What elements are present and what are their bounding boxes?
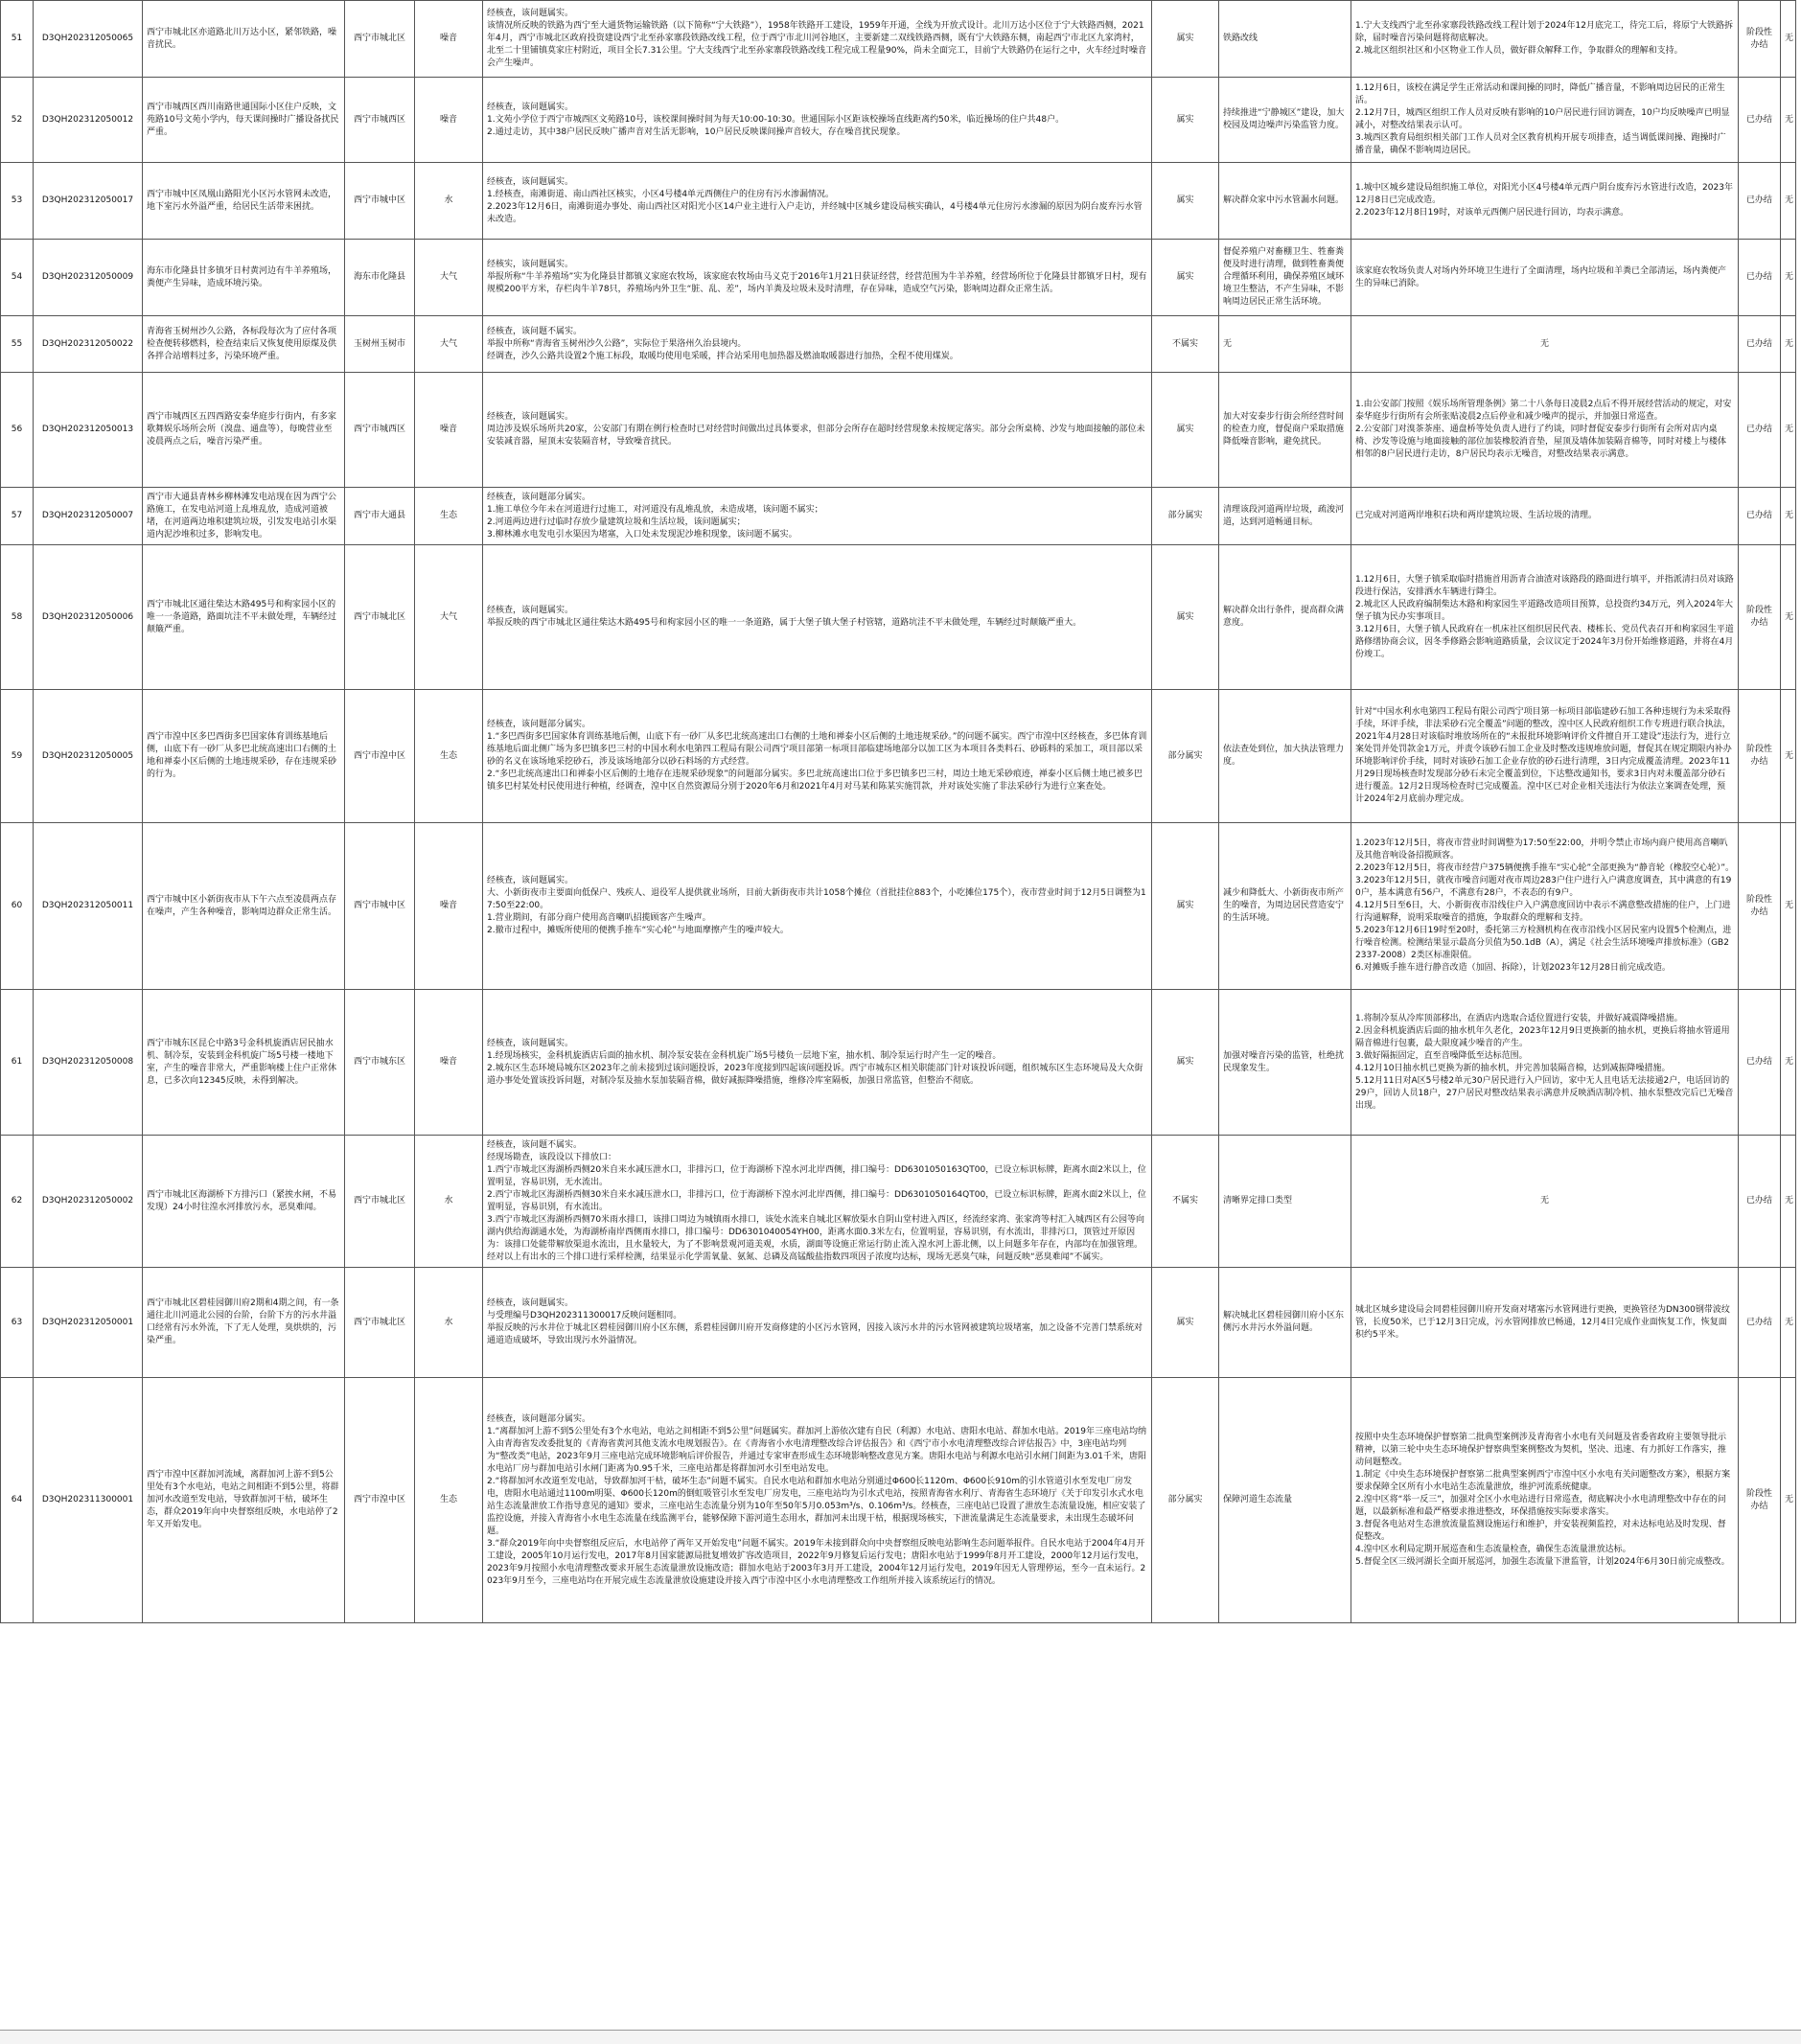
row-number: 54 bbox=[1, 240, 34, 316]
result-paragraph: 2.公安部门对溴茶茶座、通盘桥等处负责人进行了约谈，同时督促安泰步行街所有会所对店内桌椅、沙发等设施与地面接触的部位加装橡胶消音垫，屋顶及墙体加装隔音棉等，同时对楼上与楼体相邻的8户居民进行走访，8户居民均表示无噪音，对整改结果表示满意。 bbox=[1355, 425, 1727, 459]
investigation-finding bbox=[483, 1136, 1152, 1268]
rectification-goal: 解决城北区碧桂园御川府小区东侧污水井污水外溢问题。 bbox=[1219, 1268, 1351, 1378]
pollution-category: 噪音 bbox=[415, 990, 483, 1136]
result-paragraph: 3.12月6日，大堡子镇人民政府在一机床社区组织居民代表、楼栋长、党员代表召开和枸家园生平道路修缮协商会议，因冬季修路会影响道路质量，会议议定于2024年3月份开始维修道路，并将在4月份竣工。 bbox=[1355, 624, 1734, 659]
row-number: 60 bbox=[1, 823, 34, 990]
case-id: D3QH202312050008 bbox=[34, 990, 143, 1136]
case-status: 阶段性办结 bbox=[1739, 1378, 1781, 1623]
finding-paragraph: 2.“将群加河水改道至发电站，导致群加河干枯，破坏生态”问题不属实。自民水电站和群加水电站分别通过Φ600长1120m、Φ600长910m的引水管道引水至发电厂房发电，唐阳水电站通过1100m明渠、Φ600长120m的倒虹吸管引水至发电厂房发电，三座电站均为引水式电站，按照青海省水利厅、青海省生态环境厅《关于印发引水式水电站生态流量泄放工作指导意见的通知》要求，三座电站生态流量分别为10年至50年5月0.053m³/s、0.106m³/s。经核查，三座电站已设置了泄放生态流量设施，相应安装了监控设施，并接入青海省小水电生态流量在线监测平台，能够保障下游河道生态用水，群加河未出现干枯，根据现场核实，下泄流量满足生态流量要求，未出现生态破坏问题。 bbox=[487, 1476, 1146, 1536]
complaint-text: 青海省玉树州沙久公路，各标段每次为了应付各项检查便转移燃料，检查结束后又恢复使用原煤及供各拌合站增料过多，污染环境严重。 bbox=[143, 316, 345, 373]
region: 西宁市城北区 bbox=[345, 1136, 415, 1268]
case-id: D3QH202312050065 bbox=[34, 1, 143, 78]
handling-result bbox=[1351, 1268, 1739, 1378]
table-row bbox=[1, 316, 1796, 373]
handling-result bbox=[1351, 545, 1739, 690]
finding-paragraph: 经核查，该问题属实。 bbox=[487, 412, 574, 422]
result-paragraph: 无 bbox=[1539, 1196, 1549, 1206]
result-paragraph: 无 bbox=[1539, 338, 1549, 349]
complaint-text: 西宁市城西区五四西路安泰华庭步行街内，有多家歌舞娱乐场所会所（溴盘、通盘等），每晚营业至凌晨两点之后，噪音污染严重。 bbox=[143, 373, 345, 488]
table-row bbox=[1, 488, 1796, 545]
pollution-category: 噪音 bbox=[415, 823, 483, 990]
handling-result bbox=[1351, 1136, 1739, 1268]
complaint-text: 西宁市湟中区多巴西街多巴国家体育训练基地后侧，山底下有一砂厂从多巴北统高速出口右侧的土地和禅泰小区后侧的土地违规采砂，存在违规采砂的行为。 bbox=[143, 690, 345, 823]
handling-result bbox=[1351, 823, 1739, 990]
case-status: 已办结 bbox=[1739, 1136, 1781, 1268]
verification-result: 属实 bbox=[1152, 163, 1219, 240]
result-paragraph: 已完成对河道两岸堆积石块和两岸建筑垃圾、生活垃圾的清理。 bbox=[1355, 511, 1598, 520]
case-status: 阶段性办结 bbox=[1739, 1, 1781, 78]
accountability: 无 bbox=[1781, 1378, 1796, 1623]
finding-paragraph: 1.“多巴西街多巴国家体育训练基地后侧，山底下有一砂厂从多巴北统高速出口右侧的土地和禅泰小区后侧的土地违规采砂。”的问题不属实。西宁市湟中区经核查，多巴体育训练基地后面北侧广场为多巴镇多巴三村的中国水利水电第四工程局有限公司西宁项目部第一标项目部临建场地部分以加工区为本项目各类料石、砂砾料的采加工，项目部以采砂的名义在该场地采挖砂石，涉及该场地部分以砂石料场的方式经营。 bbox=[487, 732, 1147, 767]
result-paragraph: 2.2023年12月5日，将夜市经营户375辆便携手推车“实心轮”全部更换为“静音轮（橡胶空心轮）”。 bbox=[1355, 863, 1735, 873]
result-paragraph: 3.做好隔振固定，直至音噪降低至达标范围。 bbox=[1355, 1050, 1528, 1061]
accountability: 无 bbox=[1781, 163, 1796, 240]
table-row bbox=[1, 163, 1796, 240]
result-paragraph: 1.城中区城乡建设局组织施工单位，对阳光小区4号楼4单元西户阴台废弃污水管进行改造，2023年12月8日已完成改造。 bbox=[1355, 183, 1733, 205]
result-paragraph: 1.宁大支线西宁北至孙家寨段铁路改线工程计划于2024年12月底完工，待完工后，将原宁大铁路拆除，届时噪音污染问题将彻底解决。 bbox=[1355, 21, 1733, 43]
result-paragraph: 2.2023年12月8日19时，对该单元西侧户居民进行回访，均表示满意。 bbox=[1355, 208, 1629, 218]
result-paragraph: 4.12月10日抽水机已更换为新的抽水机，并完善加装隔音棉，达到减振降噪措施。 bbox=[1355, 1063, 1671, 1073]
finding-paragraph: 经核查，该问题属实。 bbox=[487, 9, 574, 18]
pollution-category: 噪音 bbox=[415, 373, 483, 488]
accountability: 无 bbox=[1781, 1268, 1796, 1378]
result-paragraph: 5.督促全区三级河湖长全面开展巡河，加强生态流量下泄监管，计划2024年6月30日前完成整改。 bbox=[1355, 1557, 1730, 1567]
case-status: 已办结 bbox=[1739, 240, 1781, 316]
finding-paragraph: 1.经核查，南滩街道、南山西社区核实，小区4号楼4单元西侧住户的住房有污水渗漏情况。 bbox=[487, 189, 835, 199]
region: 西宁市城西区 bbox=[345, 78, 415, 163]
finding-paragraph: 1.施工单位今年未在河道进行过施工，对河道没有乱堆乱放，未造成堵，该问题不属实； bbox=[487, 504, 823, 515]
region: 西宁市城中区 bbox=[345, 823, 415, 990]
result-paragraph: 1.将制冷泵从冷库顶部移出，在酒店内选取合适位置进行安装，并做好减震降噪措施。 bbox=[1355, 1013, 1683, 1023]
result-paragraph: 2.湟中区将“举一反三”，加强对全区小水电站进行日常巡查，彻底解决小水电清理整改中存在的问题，以最新标准和最严格要求推进整改，环保措施按实际要求落实。 bbox=[1355, 1495, 1726, 1517]
pollution-category: 水 bbox=[415, 1268, 483, 1378]
finding-paragraph: 经核实，该问题属实。 bbox=[487, 260, 574, 269]
investigation-finding bbox=[483, 316, 1152, 373]
result-paragraph: 3.2023年12月5日，就夜市噪音问题对夜市周边283户住户进行入户满意度调查，其中满意的有190户，基本满意有56户，不满意有28户，不表态的有9户。 bbox=[1355, 876, 1732, 898]
rectification-goal: 清晰界定排口类型 bbox=[1219, 1136, 1351, 1268]
complaint-text: 西宁市城中区小新街夜市从下午六点至凌晨两点存在噪声，产生各种噪音，影响周边群众正常生活。 bbox=[143, 823, 345, 990]
investigation-finding bbox=[483, 240, 1152, 316]
accountability: 无 bbox=[1781, 545, 1796, 690]
result-paragraph: 城北区城乡建设局会同碧桂园御川府开发商对堵塞污水管网进行更换，更换管径为DN300钢带波纹管，长度50米，已于12月3日完成，污水管网排放已畅通，12月4日完成作业面恢复工作，恢复面积约5平米。 bbox=[1355, 1304, 1730, 1340]
row-number: 53 bbox=[1, 163, 34, 240]
result-paragraph: 该家庭农牧场负责人对场内外环境卫生进行了全面清理，场内垃圾和羊粪已全部清运，场内粪便产生的异味已消除。 bbox=[1355, 265, 1727, 288]
region: 玉树州玉树市 bbox=[345, 316, 415, 373]
case-status: 已办结 bbox=[1739, 373, 1781, 488]
case-id: D3QH202312050006 bbox=[34, 545, 143, 690]
verification-result: 部分属实 bbox=[1152, 488, 1219, 545]
verification-result: 属实 bbox=[1152, 373, 1219, 488]
complaint-text: 海东市化隆县甘多镇牙日村黄河边有牛羊养殖场，粪便产生异味，造成环境污染。 bbox=[143, 240, 345, 316]
complaint-text: 西宁市城中区凤凰山路阳光小区污水管网未改造，地下室污水外溢严重，给居民生活带来困扰。 bbox=[143, 163, 345, 240]
rectification-goal: 持续推进“宁静城区”建设，加大校园及周边噪声污染监管力度。 bbox=[1219, 78, 1351, 163]
finding-paragraph: 经调查，沙久公路共设置2个施工标段，取暖均使用电采暖，拌合站采用电加热器及燃油取暖器进行加热，全程不使用煤炭。 bbox=[487, 351, 958, 361]
row-number: 55 bbox=[1, 316, 34, 373]
row-number: 56 bbox=[1, 373, 34, 488]
rectification-goal: 解决群众出行条件，提高群众满意度。 bbox=[1219, 545, 1351, 690]
finding-paragraph: 1.文苑小学位于西宁市城西区文苑路10号，该校课间操时间为每天10:00-10:30。世通国际小区距该校操场直线距离约50米，临近操场的住户共48户。 bbox=[487, 114, 1065, 125]
sheet-bottom-edge bbox=[0, 2030, 1801, 2044]
table-row bbox=[1, 1136, 1796, 1268]
table-row bbox=[1, 78, 1796, 163]
finding-paragraph: 与受理编号D3QH202311300017反映问题相同。 bbox=[487, 1311, 682, 1321]
rectification-goal: 加大对安泰步行街会所经营时间的检查力度，督促商户采取措施降低噪音影响，避免扰民。 bbox=[1219, 373, 1351, 488]
verification-result: 不属实 bbox=[1152, 316, 1219, 373]
finding-paragraph: 2.通过走访，其中38户居民反映广播声音对生活无影响，10户居民反映课间操声音较大，存在噪音扰民现象。 bbox=[487, 126, 906, 137]
case-id: D3QH202312050001 bbox=[34, 1268, 143, 1378]
region: 西宁市湟中区 bbox=[345, 1378, 415, 1623]
handling-result bbox=[1351, 373, 1739, 488]
case-status: 已办结 bbox=[1739, 990, 1781, 1136]
verification-result: 属实 bbox=[1152, 78, 1219, 163]
case-id: D3QH202312050022 bbox=[34, 316, 143, 373]
case-id: D3QH202312050017 bbox=[34, 163, 143, 240]
case-status: 阶段性办结 bbox=[1739, 823, 1781, 990]
finding-paragraph: 经核查，该问题不属实。 bbox=[487, 1139, 583, 1150]
case-id: D3QH202312050002 bbox=[34, 1136, 143, 1268]
accountability: 无 bbox=[1781, 1136, 1796, 1268]
finding-paragraph: 举报反映的西宁市城北区通往柴达木路495号和枸家园小区的唯一一条道路，属于大堡子镇大堡子村管辖，道路坑洼不平未做处理，车辆经过时颠簸严重大。 bbox=[487, 618, 1082, 628]
rectification-goal: 解决群众家中污水管漏水问题。 bbox=[1219, 163, 1351, 240]
verification-result: 不属实 bbox=[1152, 1136, 1219, 1268]
finding-paragraph: 大、小新街夜市主要面向低保户、残疾人、退役军人提供就业场所，目前大新街夜市共计1058个摊位（首批挂位883个，小吃摊位175个），夜市营业时间于12月5日调整为17:50至22:00。 bbox=[487, 888, 1146, 910]
row-number: 64 bbox=[1, 1378, 34, 1623]
accountability: 无 bbox=[1781, 240, 1796, 316]
result-paragraph: 3.城西区教育局组织相关部门工作人员对全区教育机构开展专项排查，适当调低课间操、跑操时广播音量，确保不影响周边居民。 bbox=[1355, 133, 1726, 155]
rectification-goal: 减少和降低大、小新街夜市所产生的噪音，为周边居民营造安宁的生活环境。 bbox=[1219, 823, 1351, 990]
table-row bbox=[1, 1, 1796, 78]
investigation-finding bbox=[483, 373, 1152, 488]
row-number: 62 bbox=[1, 1136, 34, 1268]
complaint-text: 西宁市城北区通往柴达木路495号和枸家园小区的唯一一条道路，路面坑洼不平未做处理，车辆经过颠簸严重。 bbox=[143, 545, 345, 690]
complaint-text: 西宁市湟中区群加河流域，离群加河上游不到5公里处有3个水电站，电站之间相距不到5公里，将群加河水改道至发电站，导致群加河干枯，破坏生态，群众2019年向中央督察组反映，水电站停了2年又开始发电。 bbox=[143, 1378, 345, 1623]
finding-paragraph: 2.西宁市城北区海湖桥西侧30米自来水减压泄水口，非排污口，位于海湖桥下湟水河北岸西侧，排口编号：DD6301050164QT00，已设立标识标牌，距离水面2米以上，位置明显，容易识别，有水流出。 bbox=[487, 1189, 1146, 1212]
handling-result bbox=[1351, 163, 1739, 240]
table-row bbox=[1, 1378, 1796, 1623]
finding-paragraph: 经核查，该问题部分属实。 bbox=[487, 492, 591, 502]
table-row bbox=[1, 990, 1796, 1136]
region: 西宁市城北区 bbox=[345, 1, 415, 78]
finding-paragraph: 3.柳林滩水电发电引水渠因为堵塞，入口处未发现泥沙堆积现象，该问题不属实。 bbox=[487, 529, 797, 540]
investigation-finding bbox=[483, 1378, 1152, 1623]
rectification-goal: 加强对噪音污染的监管，杜绝扰民现象发生。 bbox=[1219, 990, 1351, 1136]
table-row bbox=[1, 373, 1796, 488]
finding-paragraph: 经核查，该问题属实。 bbox=[487, 1038, 574, 1048]
finding-paragraph: 经核查，该问题属实。 bbox=[487, 876, 574, 885]
region: 西宁市大通县 bbox=[345, 488, 415, 545]
region: 西宁市城中区 bbox=[345, 163, 415, 240]
table-body bbox=[1, 1, 1796, 1623]
accountability: 无 bbox=[1781, 690, 1796, 823]
pollution-category: 生态 bbox=[415, 1378, 483, 1623]
case-status: 已办结 bbox=[1739, 488, 1781, 545]
finding-paragraph: 经现场勘查，该段设以下排放口： bbox=[487, 1152, 617, 1162]
rectification-goal: 依法查处到位，加大执法管理力度。 bbox=[1219, 690, 1351, 823]
finding-paragraph: 2.“多巴北统高速出口和禅泰小区后侧的土地存在违规采砂现象”的问题部分属实。多巴北统高速出口位于多巴镇多巴三村，周边土地无采砂痕迹，禅泰小区后侧土地已被多巴镇多巴村某处村民使用进行种植，经调查，湟中区自然资源局分别于2020年6月和2021年4月对马某和陈某实施罚款，并对该处实施了非法采砂行为进行立案查处。 bbox=[487, 769, 1143, 792]
investigation-finding bbox=[483, 488, 1152, 545]
case-id: D3QH202312050011 bbox=[34, 823, 143, 990]
accountability: 无 bbox=[1781, 990, 1796, 1136]
region: 海东市化隆县 bbox=[345, 240, 415, 316]
rectification-goal: 无 bbox=[1219, 316, 1351, 373]
finding-paragraph: 2.2023年12月6日，南滩街道办事处、南山西社区对阳光小区14户业主进行入户走访，并经城中区城乡建设局核实确认，4号楼4单元住房污水渗漏的原因为阴台废弃污水管未改造。 bbox=[487, 201, 1143, 224]
row-number: 61 bbox=[1, 990, 34, 1136]
verification-result: 属实 bbox=[1152, 823, 1219, 990]
rectification-goal: 清理该段河道两岸垃圾，疏浚河道，达到河道畅通目标。 bbox=[1219, 488, 1351, 545]
result-paragraph: 2.城北区组织社区和小区物业工作人员，做好群众解释工作，争取群众的理解和支持。 bbox=[1355, 46, 1683, 56]
pollution-category: 噪音 bbox=[415, 78, 483, 163]
row-number: 51 bbox=[1, 1, 34, 78]
case-status: 阶段性办结 bbox=[1739, 545, 1781, 690]
accountability: 无 bbox=[1781, 1, 1796, 78]
accountability: 无 bbox=[1781, 78, 1796, 163]
finding-paragraph: 举报反映的污水井位于城北区碧桂园御川府小区东侧，系碧桂园御川府开发商修建的小区污水管网，因接入该污水井的污水管网被建筑垃圾堵塞，加之设备不完善门禁系统对通道造成破坏，导致出现污水外溢情况。 bbox=[487, 1323, 1143, 1345]
finding-paragraph: 1.经现场核实，金科机旋酒店后面的抽水机、制冷泵安装在金科机旋广场5号楼负一层地下室，抽水机、制冷泵运行时产生一定的噪音。 bbox=[487, 1050, 1002, 1061]
finding-paragraph: 1.营业期间，有部分商户使用高音喇叭招揽顾客产生噪声。 bbox=[487, 913, 711, 923]
case-id: D3QH202312050007 bbox=[34, 488, 143, 545]
result-paragraph: 1.制定《中央生态环境保护督察第二批典型案例西宁市湟中区小水电有关问题整改方案》，根据方案要求保障全区所有小水电站生态流量泄放，维护河流系统健康。 bbox=[1355, 1470, 1731, 1492]
result-paragraph: 针对“中国水利水电第四工程局有限公司西宁项目第一标项目部临建砂石加工各种违规行为未采取得手续，环评手续，非法采砂石完全覆盖”问题的整改，湟中区人民政府组织工作专班进行联合执法，2021年4月28日对该临时堆放场所在的“未报批环境影响评价文件擅自开工建设”违法行为，进行立案处罚并处罚款金1万元，并责令该砂石加工企业及时整改违规堆放问题，督促其在规定期限内补办环境影响评价手续，同时对该砂石加工企业存放的砂石进行清理，3日内完成覆盖清理。2023年11月29日现场核查时发现部分砂石未完全覆盖到位，下达整改通知书，要求3日内对未覆盖部分砂石进行覆盖。12月2日现场检查时已完成覆盖。湟中区已对企业相关违法行为依法立案调查处理，预计2024年2月底前办理完成。 bbox=[1355, 707, 1732, 804]
accountability: 无 bbox=[1781, 316, 1796, 373]
verification-result: 部分属实 bbox=[1152, 690, 1219, 823]
finding-paragraph: 3.西宁市城北区海湖桥西侧70米雨水排口，该排口周边为城镇雨水排口，该处水流来自城北区解放渠水自阴山堂村进入西区，经流经家湾、张家湾等村汇入城西区有公园等向湖内供给海湖通水处，为海湖桥南岸西侧雨水排口，排口编号：DD6301040054YH00，距离水面0.3米左右，位置明显，容易识别，有水流出，非排污口，顶管过开原因为：该排口处能带解放渠退水流出，且水量较大，为了不影响景观河道美观，水质，湖面等设施正常运行防止流入湟水河上游北侧，以上问题多年存在，内部均在加强管理。 bbox=[487, 1214, 1145, 1250]
case-id: D3QH202312050009 bbox=[34, 240, 143, 316]
pollution-category: 水 bbox=[415, 1136, 483, 1268]
handling-result bbox=[1351, 690, 1739, 823]
finding-paragraph: 经核查，该问题部分属实。 bbox=[487, 720, 591, 729]
finding-paragraph: 1.“离群加河上游不到5公里处有3个水电站，电站之间相距不到5公里”问题属实。群加河上游依次建有自民（利源）水电站、唐阳水电站、群加水电站。2019年三座电站均纳入由青海省发改委批复的《青海省黄河其他支流水电规划报告》。在《青海省小水电清理整改综合评估报告》和《西宁市小水电清理整改综合评估报告》中，3座电站均列为“整改类”电站，2023年9月三座电站完成环境影响后评价报告，并通过专家审查形成生态环境影响整改意见方案。唐阳水电站与利源水电站引水闸门间距为3.01千米，唐阳水电站厂房与群加电站引水闸门距离为0.95千米，三座电站都是将群加河水引至电站发电。 bbox=[487, 1426, 1146, 1474]
investigation-finding bbox=[483, 690, 1152, 823]
region: 西宁市城东区 bbox=[345, 990, 415, 1136]
accountability: 无 bbox=[1781, 373, 1796, 488]
finding-paragraph: 经核查，该问题不属实。 bbox=[487, 326, 583, 336]
pollution-category: 生态 bbox=[415, 488, 483, 545]
handling-result bbox=[1351, 316, 1739, 373]
investigation-finding bbox=[483, 990, 1152, 1136]
row-number: 58 bbox=[1, 545, 34, 690]
handling-result bbox=[1351, 1378, 1739, 1623]
region: 西宁市城西区 bbox=[345, 373, 415, 488]
region: 西宁市湟中区 bbox=[345, 690, 415, 823]
finding-paragraph: 该情况所反映的铁路为西宁至大通货物运输铁路（以下简称“宁大铁路”），1958年铁路开工建设，1959年开通，全线为开放式设计。北川万达小区位于宁大铁路西侧，2021年4月，西宁市城北区政府投资建设西宁北至孙家寨段铁路改线工程，位于西宁市北川河谷地区，主要新建二双线铁路西侧，既有宁大铁路东侧，南起西宁市北区九家湾村，北至二十里铺镇莫家庄村附近，项目全长7.31公里。宁大支线西宁北至孙家寨段铁路改线工程完成工程量90%，尚未全面完工，目前宁大铁路仍在运行之中，火车经过时噪音会产生噪声。 bbox=[487, 21, 1147, 68]
table-row bbox=[1, 823, 1796, 990]
region: 西宁市城北区 bbox=[345, 545, 415, 690]
pollution-category: 大气 bbox=[415, 545, 483, 690]
verification-result: 属实 bbox=[1152, 1268, 1219, 1378]
row-number: 59 bbox=[1, 690, 34, 823]
case-status: 阶段性办结 bbox=[1739, 690, 1781, 823]
complaint-text: 西宁市城东区昆仑中路3号金科机旋酒店居民抽水机、制冷泵，安装到金科机旋广场5号楼一楼地下室，产生的噪音非常大，严重影响楼上住户正常休息，已多次向12345反映，未得到解决。 bbox=[143, 990, 345, 1136]
investigation-finding bbox=[483, 78, 1152, 163]
pollution-category: 水 bbox=[415, 163, 483, 240]
row-number: 57 bbox=[1, 488, 34, 545]
finding-paragraph: 经核查，该问题属实。 bbox=[487, 1298, 574, 1308]
table-row bbox=[1, 1268, 1796, 1378]
verification-result: 属实 bbox=[1152, 990, 1219, 1136]
accountability: 无 bbox=[1781, 488, 1796, 545]
accountability: 无 bbox=[1781, 823, 1796, 990]
row-number: 52 bbox=[1, 78, 34, 163]
finding-paragraph: 经核查，该问题属实。 bbox=[487, 176, 574, 187]
table-row bbox=[1, 545, 1796, 690]
result-paragraph: 1.12月6日，大堡子镇采取临时措施首用沥青合油渣对该路段的路面进行填平，并指派清扫员对该路段进行保洁，安排洒水车辆进行降尘。 bbox=[1355, 574, 1734, 597]
case-id: D3QH202312050005 bbox=[34, 690, 143, 823]
investigation-finding bbox=[483, 1, 1152, 78]
case-id: D3QH202312050013 bbox=[34, 373, 143, 488]
verification-result: 部分属实 bbox=[1152, 1378, 1219, 1623]
rectification-goal: 保障河道生态流量 bbox=[1219, 1378, 1351, 1623]
finding-paragraph: 经核查，该问题属实。 bbox=[487, 606, 574, 615]
pollution-category: 噪音 bbox=[415, 1, 483, 78]
handling-result bbox=[1351, 488, 1739, 545]
region: 西宁市城北区 bbox=[345, 1268, 415, 1378]
result-paragraph: 3.督促各电站对生态泄放流量监测设施运行和维护，并安装视频监控，对未达标电站及时发现、督促整改。 bbox=[1355, 1520, 1726, 1542]
complaint-text: 西宁市城北区碧桂园御川府2期和4期之间，有一条通往北川河道北公园的台阶，台阶下方的污水井溢口经常有污水外流，下了无人处理，臭烘烘的，污染严重。 bbox=[143, 1268, 345, 1378]
investigation-finding bbox=[483, 163, 1152, 240]
result-paragraph: 5.12月11日对A区5号楼2单元30户居民进行入户回访，家中无人且电话无法接通2户，电话回访的29户，回访人员18户，27户居民对整改结果表示满意并反映酒店制冷机、抽水泵整改完后已无噪音出现。 bbox=[1355, 1075, 1734, 1111]
case-status: 已办结 bbox=[1739, 78, 1781, 163]
finding-paragraph: 2.河道两边进行过临时存放少量建筑垃圾和生活垃圾，该问题属实； bbox=[487, 517, 746, 527]
pollution-category: 生态 bbox=[415, 690, 483, 823]
finding-paragraph: 举报所称“牛羊养殖场”实为化隆县甘都镇义家庭农牧场，该家庭农牧场由马义克于2016年1月21日获证经营，经营范围为牛羊养殖，经营场所位于化隆县甘都镇牙日村，现有规模200平方米，存栏肉牛羊78只，养殖场内外卫生“脏、乱、差”，场内羊粪及垃圾未及时清理，存在异味，造成空气污染，影响周边群众正常生活。 bbox=[487, 272, 1147, 294]
investigation-finding bbox=[483, 545, 1152, 690]
table-row bbox=[1, 240, 1796, 316]
result-paragraph: 6.对摊贩手推车进行静音改造（加固、拆除），计划2023年12月28日前完成改造。 bbox=[1355, 963, 1671, 973]
complaint-text: 西宁市城西区西川南路世通国际小区住户反映，文苑路10号文苑小学内，每天课间操时广播设备扰民严重。 bbox=[143, 78, 345, 163]
table-row bbox=[1, 690, 1796, 823]
finding-paragraph: 1.西宁市城北区海湖桥西侧20米自来水减压泄水口，非排污口，位于海湖桥下湟水河北岸西侧，排口编号：DD6301050163QT00，已设立标识标牌，距离水面2米以上，位置明显，容易识别，无水流出。 bbox=[487, 1164, 1146, 1187]
finding-paragraph: 经核查，该问题属实。 bbox=[487, 102, 574, 112]
case-id: D3QH202312050012 bbox=[34, 78, 143, 163]
investigation-finding bbox=[483, 823, 1152, 990]
handling-result bbox=[1351, 1, 1739, 78]
handling-result bbox=[1351, 240, 1739, 316]
result-paragraph: 4.12月5日至6日，大、小新街夜市沿线住户入户满意度回访中表示不满意整改措施的住户，上门进行沟通解释，说明采取噪音的措施，争取群众的理解和支持。 bbox=[1355, 901, 1731, 923]
result-paragraph: 2.因金科机旋酒店后面的抽水机年久老化，2023年12月9日更换新的抽水机，更换后将抽水管道用隔音棉进行包裹，最大限度减少噪音的产生。 bbox=[1355, 1025, 1730, 1048]
result-paragraph: 2.城北区人民政府编制柴达木路和枸家园生平道路改造项目预算，总投资约34万元，列入2024年大堡子镇为民办实事项目。 bbox=[1355, 599, 1733, 622]
finding-paragraph: 2.城东区生态环境局城东区2023年之前未接到过该问题投诉，2023年度接到四起该问题投诉。西宁市城东区相关职能部门针对该投诉问题，组织城东区生态环境局及大众街道办事处处置该投诉问题，对制冷泵及抽水泵加装隔音棉，做好减振降噪措施，维修冷库室隔板，加强日常监管，但整治不彻底。 bbox=[487, 1063, 1143, 1086]
result-paragraph: 按照中央生态环境保护督察第二批典型案例涉及青海省小水电有关问题及省委省政府主要领导批示精神，以第三轮中央生态环境保护督察典型案例整改为契机，坚决、迅速、有力抓好工作落实，推动问题整改。 bbox=[1355, 1433, 1727, 1467]
case-status: 已办结 bbox=[1739, 163, 1781, 240]
finding-paragraph: 经核查，该问题部分属实。 bbox=[487, 1413, 591, 1424]
result-paragraph: 1.12月6日，该校在满足学生正常活动和课间操的同时，降低广播音量，不影响周边居民的正常生活。 bbox=[1355, 83, 1725, 105]
result-paragraph: 5.2023年12月6日19时至20时，委托第三方检测机构在夜市沿线小区居民室内设置5个检测点，进行噪音检测。检测结果显示最高分贝值为50.1dB（A），满足《社会生活环境噪声排放标准》（GB22337-2008）2类区标准限值。 bbox=[1355, 926, 1732, 960]
verification-result: 属实 bbox=[1152, 1, 1219, 78]
handling-result bbox=[1351, 78, 1739, 163]
finding-paragraph: 3.“群众2019年向中央督察组反应后，水电站停了两年又开始发电”问题不属实。2019年未接到群众向中央督察组反映电站影响生态问题举报件。自民水电站于2004年4月开工建设，2005年10月运行发电，2017年8月国家能源局批复增效扩容改造项目，2022年9月修复后运行发电；唐阳水电站于1999年8月开工建设，2000年12月运行发电，2023年9月按照小水电清理整改要求开展生态流量泄放设施改造；群加水电站于2003年3月开工建设，2004年12月运行发电，2019年因无人管理停运，至今一直未运行。2023年9月至今，三座电站均在开展完成生态流量泄放设施建设并接入西宁市湟中区小水电清理整改工作组所并接入该系统运行的情况。 bbox=[487, 1538, 1146, 1586]
rectification-goal: 铁路改线 bbox=[1219, 1, 1351, 78]
finding-paragraph: 周边涉及娱乐场所共20家，公安部门有期在例行检查时已对经营时间做出过具体要求，但部分会所存在超时经营现象未按规定落实。部分会所桌椅、沙发与地面接触的部位未安装减音器，屋顶未安装隔音材，导致噪音扰民。 bbox=[487, 425, 1145, 447]
rectification-goal: 督促养殖户对畜棚卫生、牲畜粪便及时进行清理，做到牲畜粪便合理循环利用，确保养殖区域环境卫生整洁，不产生异味，不影响周边居民正常生活环境。 bbox=[1219, 240, 1351, 316]
result-paragraph: 1.2023年12月5日，将夜市营业时间调整为17:50至22:00，并明令禁止市场内商户使用高音喇叭及其他音响设备招揽顾客。 bbox=[1355, 838, 1728, 861]
verification-result: 属实 bbox=[1152, 240, 1219, 316]
investigation-finding bbox=[483, 1268, 1152, 1378]
finding-paragraph: 2.撤市过程中，摊贩所使用的便携手推车“实心轮”与地面摩擦产生的噪声较大。 bbox=[487, 926, 789, 935]
result-paragraph: 2.12月7日，城西区组织工作人员对反映有影响的10户居民进行回访调查，10户均反映噪声已明显减小，对整改结果表示认可。 bbox=[1355, 108, 1730, 130]
finding-paragraph: 经对以上有出水的三个排口进行采样检测，结果显示化学需氧量、氨氮、总磷及高锰酸盐指数四项因子浓度均达标，现场无恶臭气味，问题反映“恶臭难闻”不属实。 bbox=[487, 1252, 1109, 1262]
verification-result: 属实 bbox=[1152, 545, 1219, 690]
handling-result bbox=[1351, 990, 1739, 1136]
case-id: D3QH202311300001 bbox=[34, 1378, 143, 1623]
result-paragraph: 1.由公安部门按照《娱乐场所管理条例》第二十八条每日凌晨2点后不得开展经营活动的规定，对安泰华庭步行街所有会所张贴凌晨2点后停业和减少噪声的提示，并加强日常巡查。 bbox=[1355, 400, 1732, 422]
complaint-text: 西宁市城北区海湖桥下方排污口（紧挨水闸，不易发现）24小时往湟水河排放污水，恶臭难闻。 bbox=[143, 1136, 345, 1268]
case-status: 已办结 bbox=[1739, 316, 1781, 373]
case-status: 已办结 bbox=[1739, 1268, 1781, 1378]
finding-paragraph: 举报中所称“青海省玉树州沙久公路”，实际位于果洛州久治县境内。 bbox=[487, 338, 747, 349]
pollution-category: 大气 bbox=[415, 240, 483, 316]
complaint-text: 西宁市城北区亦道路北川万达小区，紧邻铁路，噪音扰民。 bbox=[143, 1, 345, 78]
complaint-text: 西宁市大通县青林乡柳林滩发电站现在因为西宁公路施工，在发电站河道上乱堆乱放，造成河道被堵，在河道两边堆积建筑垃圾，引发发电站引水渠道内泥沙堆积过多，影响发电。 bbox=[143, 488, 345, 545]
row-number: 63 bbox=[1, 1268, 34, 1378]
result-paragraph: 4.湟中区水利局定期开展巡查和生态流量检查，确保生态流量泄放达标。 bbox=[1355, 1545, 1631, 1554]
pollution-category: 大气 bbox=[415, 316, 483, 373]
